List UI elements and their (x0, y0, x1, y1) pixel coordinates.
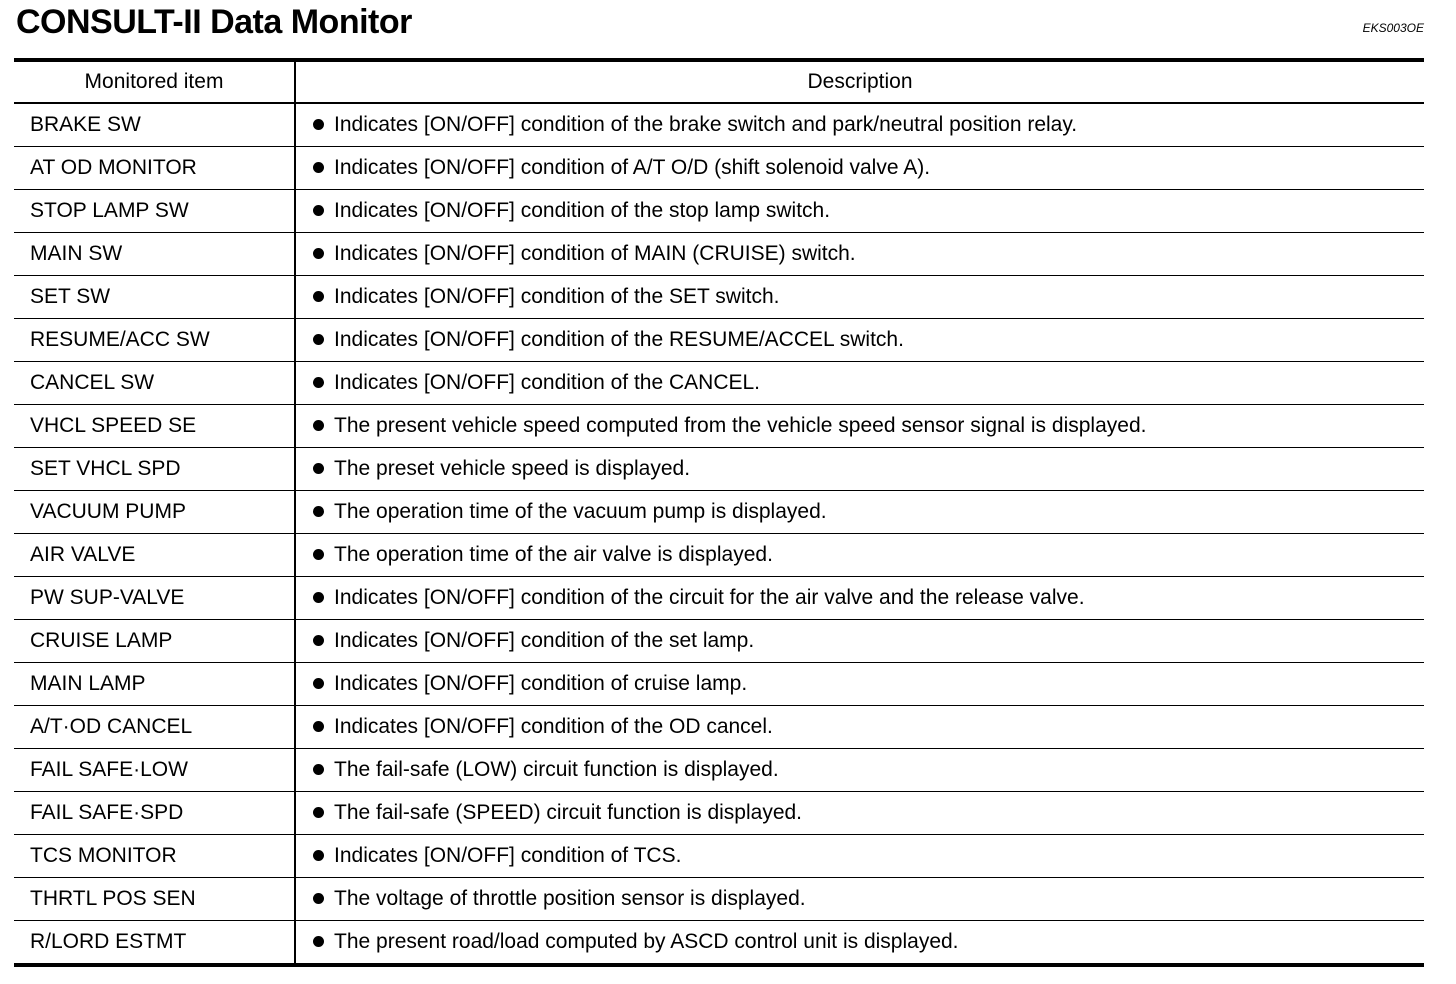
description-cell (295, 405, 1424, 448)
bullet-icon (313, 764, 324, 775)
description-cell (295, 319, 1424, 362)
bullet-icon (313, 807, 324, 818)
bullet-icon (313, 850, 324, 861)
data-monitor-table (14, 58, 1424, 967)
description-text: Indicates [ON/OFF] condition of the OD cancel. (334, 715, 773, 738)
bullet-icon (313, 721, 324, 732)
column-header-monitored-item: Monitored item (14, 60, 295, 103)
table-row (14, 577, 1424, 620)
description-cell (295, 233, 1424, 276)
description-cell (295, 147, 1424, 190)
bullet-icon (313, 248, 324, 259)
description-cell (295, 534, 1424, 577)
bullet-icon (313, 420, 324, 431)
monitored-item-cell: FAIL SAFE·LOW (14, 749, 295, 792)
description-text: Indicates [ON/OFF] condition of A/T O/D (shift solenoid valve A). (334, 156, 931, 179)
description-text: Indicates [ON/OFF] condition of cruise lamp. (334, 672, 748, 695)
description-text: The fail-safe (SPEED) circuit function is displayed. (334, 801, 803, 824)
description-text: Indicates [ON/OFF] condition of the RESUME/ACCEL switch. (334, 328, 904, 351)
monitored-item-cell: MAIN SW (14, 233, 295, 276)
table-row (14, 706, 1424, 749)
table-row (14, 276, 1424, 319)
description-text: The voltage of throttle position sensor is displayed. (334, 887, 806, 910)
table-row (14, 103, 1424, 147)
monitored-item-cell: A/T·OD CANCEL (14, 706, 295, 749)
monitored-item-cell: THRTL POS SEN (14, 878, 295, 921)
description-cell (295, 835, 1424, 878)
monitored-item-cell: BRAKE SW (14, 103, 295, 147)
table-row (14, 878, 1424, 921)
monitored-item-cell: SET VHCL SPD (14, 448, 295, 491)
monitored-item-cell: FAIL SAFE·SPD (14, 792, 295, 835)
bullet-icon (313, 506, 324, 517)
monitored-item-cell: CRUISE LAMP (14, 620, 295, 663)
bullet-icon (313, 162, 324, 173)
description-text: Indicates [ON/OFF] condition of TCS. (334, 844, 682, 867)
description-cell (295, 921, 1424, 966)
description-text: The fail-safe (LOW) circuit function is displayed. (334, 758, 779, 781)
table-header-row (14, 60, 1424, 103)
table-header (14, 60, 1424, 103)
monitored-item-cell: MAIN LAMP (14, 663, 295, 706)
monitored-item-cell: AIR VALVE (14, 534, 295, 577)
table-row (14, 534, 1424, 577)
description-cell (295, 448, 1424, 491)
description-cell (295, 276, 1424, 319)
table-row (14, 233, 1424, 276)
bullet-icon (313, 205, 324, 216)
table-row (14, 190, 1424, 233)
monitored-item-cell: CANCEL SW (14, 362, 295, 405)
column-header-description: Description (807, 70, 913, 93)
description-cell (295, 663, 1424, 706)
monitored-item-cell: VHCL SPEED SE (14, 405, 295, 448)
description-text: The present road/load computed by ASCD control unit is displayed. (334, 930, 959, 953)
table-body (14, 103, 1424, 965)
page-title: CONSULT-II Data Monitor (16, 3, 412, 41)
bullet-icon (313, 936, 324, 947)
bullet-icon (313, 893, 324, 904)
table-row (14, 448, 1424, 491)
description-cell (295, 362, 1424, 405)
description-text: Indicates [ON/OFF] condition of the circuit for the air valve and the release valve. (334, 586, 1085, 609)
monitored-item-cell: RESUME/ACC SW (14, 319, 295, 362)
bullet-icon (313, 592, 324, 603)
description-text: Indicates [ON/OFF] condition of the set lamp. (334, 629, 755, 652)
description-text: Indicates [ON/OFF] condition of the brake switch and park/neutral position relay. (334, 113, 1078, 136)
monitored-item-cell: VACUUM PUMP (14, 491, 295, 534)
table-row (14, 405, 1424, 448)
bullet-icon (313, 377, 324, 388)
monitored-item-cell: STOP LAMP SW (14, 190, 295, 233)
description-cell (295, 491, 1424, 534)
monitored-item-cell: R/LORD ESTMT (14, 921, 295, 966)
description-cell (295, 792, 1424, 835)
bullet-icon (313, 549, 324, 560)
bullet-icon (313, 119, 324, 130)
description-cell (295, 620, 1424, 663)
table-row (14, 147, 1424, 190)
monitored-item-cell: AT OD MONITOR (14, 147, 295, 190)
description-text: The present vehicle speed computed from the vehicle speed sensor signal is displayed. (334, 414, 1147, 437)
description-cell (295, 577, 1424, 620)
description-text: The preset vehicle speed is displayed. (334, 457, 691, 480)
bullet-icon (313, 463, 324, 474)
description-cell (295, 103, 1424, 147)
description-text: Indicates [ON/OFF] condition of the CANCEL. (334, 371, 761, 394)
document-code: EKS003OE (1362, 21, 1424, 35)
description-cell (295, 190, 1424, 233)
monitored-item-cell: PW SUP-VALVE (14, 577, 295, 620)
table-row (14, 835, 1424, 878)
bullet-icon (313, 635, 324, 646)
table-row (14, 663, 1424, 706)
table-row (14, 491, 1424, 534)
monitored-item-cell: SET SW (14, 276, 295, 319)
monitored-item-cell: TCS MONITOR (14, 835, 295, 878)
table-row (14, 792, 1424, 835)
description-text: Indicates [ON/OFF] condition of MAIN (CRUISE) switch. (334, 242, 856, 265)
description-cell (295, 749, 1424, 792)
table-row (14, 319, 1424, 362)
table-row (14, 362, 1424, 405)
description-text: Indicates [ON/OFF] condition of the SET switch. (334, 285, 780, 308)
table-row (14, 620, 1424, 663)
description-text: Indicates [ON/OFF] condition of the stop lamp switch. (334, 199, 831, 222)
bullet-icon (313, 291, 324, 302)
description-cell (295, 706, 1424, 749)
table-row (14, 921, 1424, 966)
description-text: The operation time of the vacuum pump is displayed. (334, 500, 827, 523)
description-cell (295, 878, 1424, 921)
description-text: The operation time of the air valve is displayed. (334, 543, 773, 566)
bullet-icon (313, 678, 324, 689)
table-row (14, 749, 1424, 792)
bullet-icon (313, 334, 324, 345)
